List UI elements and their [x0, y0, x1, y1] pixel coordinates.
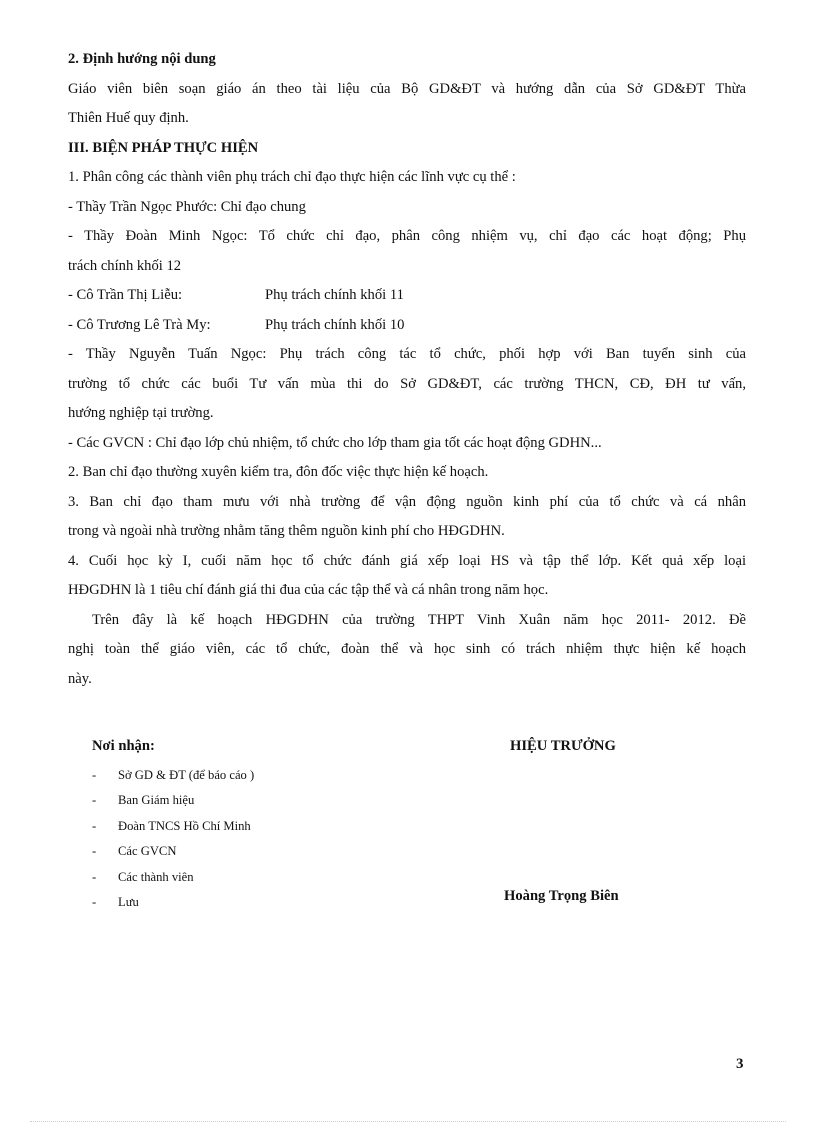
- item-4-line-1: 4. Cuối học kỳ I, cuối năm học tổ chức đánh giá xếp loại HS và tập thể lớp. Kết quả xếp loại: [68, 552, 746, 569]
- item-2: 2. Ban chỉ đạo thường xuyên kiểm tra, đôn đốc việc thực hiện kế hoạch.: [68, 464, 489, 480]
- assignment-5-line-3: hướng nghiệp tại trường.: [68, 405, 214, 421]
- signer-name: Hoàng Trọng Biên: [504, 888, 619, 904]
- section2-body-line-1: Giáo viên biên soạn giáo án theo tài liệu của Bộ GD&ĐT và hướng dẫn của Sở GD&ĐT Thừa: [68, 80, 746, 97]
- signer-title: HIỆU TRƯỞNG: [510, 738, 616, 754]
- item-4-line-2: HĐGDHN là 1 tiêu chí đánh giá thi đua của các tập thể và cá nhân trong năm học.: [68, 582, 549, 598]
- closing-line-1: Trên đây là kế hoạch HĐGDHN của trường THPT Vinh Xuân năm học 2011- 2012. Đề: [92, 611, 746, 628]
- recipient-item: - Ban Giám hiệu: [92, 788, 432, 813]
- bullet-dash: -: [92, 793, 97, 808]
- assignment-5-line-2: trường tổ chức các buổi Tư vấn mùa thi do Sở GD&ĐT, các trường THCN, CĐ, ĐH tư vấn,: [68, 375, 746, 392]
- page-bottom-divider: [30, 1121, 786, 1122]
- bullet-dash: -: [92, 895, 97, 910]
- assignment-2-line-1: - Thầy Đoàn Minh Ngọc: Tổ chức chỉ đạo, phân công nhiệm vụ, chỉ đạo các hoạt động; Phụ: [68, 228, 746, 244]
- assignment-3: [68, 281, 746, 311]
- assignment-4: [68, 311, 746, 341]
- item1-intro: 1. Phân công các thành viên phụ trách chỉ đạo thực hiện các lĩnh vực cụ thể :: [68, 169, 516, 185]
- recipients-list: [92, 763, 432, 915]
- recipients-block: [92, 735, 432, 915]
- document-body: [68, 45, 746, 694]
- assignment-2-line-2: trách chính khối 12: [68, 257, 182, 274]
- recipients-title: Nơi nhận:: [92, 738, 155, 754]
- section2-body-line-2: Thiên Huế quy định.: [68, 110, 189, 126]
- assignment-1: - Thầy Trần Ngọc Phước: Chỉ đạo chung: [68, 198, 306, 215]
- recipient-item: - Sở GD & ĐT (để báo cáo ): [92, 763, 432, 788]
- item-3-line-1: 3. Ban chỉ đạo tham mưu với nhà trường để vận động nguồn kinh phí của tổ chức và cá nhân: [68, 493, 746, 510]
- bullet-dash: -: [92, 818, 97, 833]
- assignment-5-line-1: - Thầy Nguyễn Tuấn Ngọc: Phụ trách công tác tổ chức, phối hợp với Ban tuyển sinh của: [68, 346, 746, 362]
- bullet-dash: -: [92, 869, 97, 884]
- page-number: 3: [736, 1056, 744, 1072]
- recipient-item: - Các thành viên: [92, 865, 432, 890]
- section3-title: III. BIỆN PHÁP THỰC HIỆN: [68, 139, 259, 156]
- recipient-item: - Lưu: [92, 890, 432, 915]
- section2-title: 2. Định hướng nội dung: [68, 51, 216, 67]
- closing-line-2: nghị toàn thể giáo viên, các tổ chức, đoàn thể và học sinh có trách nhiệm thực hiện kế hoạch: [68, 641, 746, 657]
- closing-line-3: này.: [68, 670, 92, 687]
- assignment-4-name: - Cô Trương Lê Trà My:: [68, 316, 211, 333]
- assignment-3-name: - Cô Trần Thị Liễu:: [68, 287, 183, 303]
- assignment-3-role: Phụ trách chính khối 11: [265, 287, 404, 303]
- item-3-line-2: trong và ngoài nhà trường nhằm tăng thêm nguồn kinh phí cho HĐGDHN.: [68, 523, 505, 539]
- assignment-6: - Các GVCN : Chỉ đạo lớp chủ nhiệm, tổ chức cho lớp tham gia tốt các hoạt động GDHN...: [68, 434, 602, 451]
- assignment-4-role: Phụ trách chính khối 10: [265, 316, 405, 333]
- recipient-item: - Các GVCN: [92, 839, 432, 864]
- recipient-item: - Đoàn TNCS Hồ Chí Minh: [92, 814, 432, 839]
- bullet-dash: -: [92, 768, 97, 782]
- bullet-dash: -: [92, 844, 97, 859]
